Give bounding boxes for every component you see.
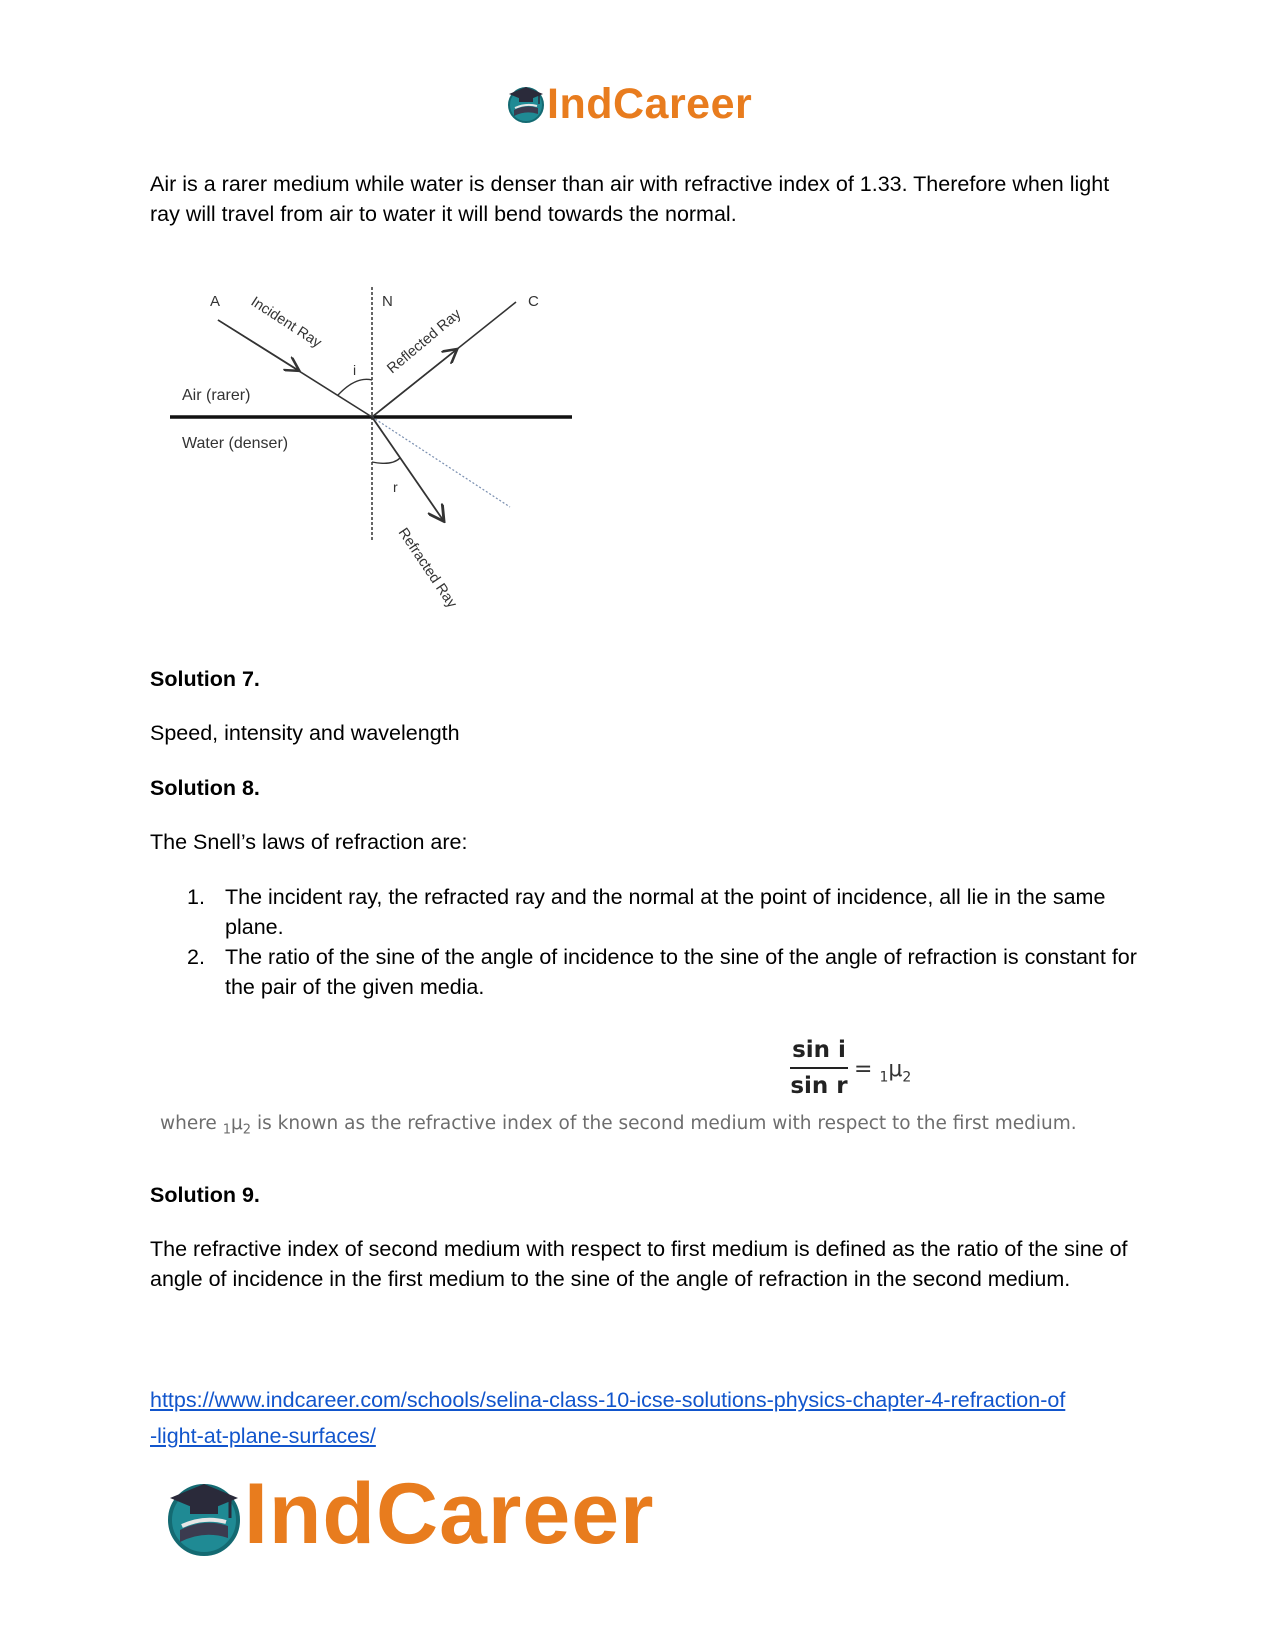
snell-formula xyxy=(790,1035,940,1105)
intro-paragraph: Air is a rarer medium while water is denser than air with refractive index of 1.33. Therefore when light ray will travel from air to water it will bend towards the normal. xyxy=(150,172,1110,226)
refracted-ray-label: Refracted Ray xyxy=(394,525,460,612)
where-sub2: 2 xyxy=(242,1122,252,1138)
logo-wordmark: IndCareer xyxy=(547,80,753,128)
reflected-ray-label: Reflected Ray xyxy=(384,306,465,378)
formula-fraction xyxy=(790,1035,848,1101)
source-link-line-2: -light-at-plane-surfaces/ xyxy=(150,1424,376,1448)
formula-numerator: sin i xyxy=(792,1037,846,1063)
solution-8-heading: Solution 8. xyxy=(150,776,260,800)
formula-rhs xyxy=(854,1057,911,1085)
incident-ray-label: Incident Ray xyxy=(247,293,325,352)
angle-r-arc xyxy=(372,458,400,463)
source-link[interactable] xyxy=(150,1382,1150,1454)
label-a: A xyxy=(210,293,221,310)
where-sub1: 1 xyxy=(222,1122,231,1138)
graduation-globe-icon xyxy=(505,82,547,124)
solution-7-answer: Speed, intensity and wavelength xyxy=(150,721,460,745)
where-mu: μ xyxy=(231,1113,243,1134)
list-number: 2. xyxy=(187,945,205,969)
formula-denominator: sin r xyxy=(790,1072,848,1099)
graduation-globe-icon xyxy=(162,1474,246,1558)
formula-mu: μ xyxy=(888,1057,903,1082)
water-label: Water (denser) xyxy=(182,435,289,452)
formula-explanation xyxy=(160,1113,1160,1138)
footer-logo xyxy=(162,1466,722,1580)
footer-logo-wordmark: IndCareer xyxy=(244,1466,655,1562)
snell-laws-intro: The Snell’s laws of refraction are: xyxy=(150,830,468,854)
list-item-text: The incident ray, the refracted ray and the normal at the point of incidence, all lie in the same plane. xyxy=(225,885,1106,939)
snell-laws-list xyxy=(150,882,1140,1002)
label-n: N xyxy=(382,293,393,310)
where-prefix: where xyxy=(160,1113,217,1134)
list-item xyxy=(150,882,1140,942)
refraction-diagram xyxy=(160,282,580,627)
refracted-ray-line xyxy=(372,417,443,520)
source-link-line-1: https://www.indcareer.com/schools/selina-class-10-icse-solutions-physics-chapter-4-refraction-of xyxy=(150,1388,1066,1412)
list-item xyxy=(150,942,1140,1002)
formula-equals: = xyxy=(854,1057,873,1082)
solution-9-heading: Solution 9. xyxy=(150,1183,260,1207)
air-label: Air (rarer) xyxy=(182,387,251,404)
list-number: 1. xyxy=(187,885,205,909)
where-suffix: is known as the refractive index of the second medium with respect to the first medium. xyxy=(256,1113,1077,1134)
angle-i-arc xyxy=(338,379,372,395)
solution-7-heading: Solution 7. xyxy=(150,667,260,691)
formula-sub1: 1 xyxy=(879,1069,889,1086)
label-c: C xyxy=(528,293,539,310)
formula-sub2: 2 xyxy=(902,1069,912,1086)
angle-i-label: i xyxy=(353,362,357,378)
fraction-bar xyxy=(790,1067,848,1069)
list-item-text: The ratio of the sine of the angle of incidence to the sine of the angle of refraction is constant for the pair of the given media. xyxy=(225,945,1137,999)
solution-9-answer: The refractive index of second medium with respect to first medium is defined as the ratio of the sine of angle of incidence in the first medium to the sine of the angle of refraction in the second medium. xyxy=(150,1237,1128,1291)
header-logo xyxy=(505,78,785,134)
angle-r-label: r xyxy=(393,479,398,495)
